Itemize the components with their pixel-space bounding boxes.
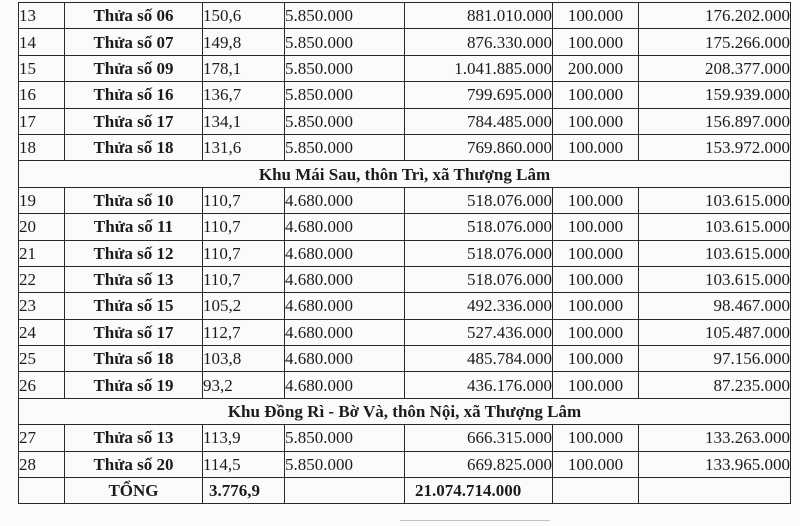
plot-area: 93,2 [203,372,285,398]
plot-area: 110,7 [203,214,285,240]
plot-area: 178,1 [203,55,285,81]
section-header-mai-sau [19,161,791,187]
plot-area: 110,7 [203,240,285,266]
deposit-amount: 98.467.000 [639,293,791,319]
plot-name: Thửa số 18 [65,134,203,160]
row-number: 28 [19,451,65,477]
plot-area: 131,6 [203,134,285,160]
unit-price: 4.680.000 [285,319,405,345]
application-fee: 100.000 [553,240,639,266]
plot-name: Thửa số 11 [65,214,203,240]
table-row [19,55,791,81]
deposit-amount: 156.897.000 [639,108,791,134]
table-row [19,82,791,108]
section-header-dong-ri [19,398,791,424]
section-title: Khu Mái Sau, thôn Trì, xã Thượng Lâm [19,161,791,187]
unit-price: 5.850.000 [285,134,405,160]
table-row [19,425,791,451]
plot-area: 110,7 [203,266,285,292]
unit-price: 5.850.000 [285,425,405,451]
plot-name: Thửa số 19 [65,372,203,398]
row-number: 26 [19,372,65,398]
starting-total: 518.076.000 [405,266,553,292]
deposit-amount: 159.939.000 [639,82,791,108]
table-row [19,3,791,29]
table-row [19,214,791,240]
plot-name: Thửa số 18 [65,346,203,372]
plot-name: Thửa số 09 [65,55,203,81]
plot-area: 136,7 [203,82,285,108]
application-fee: 100.000 [553,187,639,213]
row-number: 27 [19,425,65,451]
starting-total: 769.860.000 [405,134,553,160]
unit-price: 4.680.000 [285,266,405,292]
table-row [19,372,791,398]
plot-name: Thửa số 16 [65,82,203,108]
section-title: Khu Đồng Rì - Bờ Và, thôn Nội, xã Thượng Lâm [19,398,791,424]
row-number: 22 [19,266,65,292]
deposit-amount: 103.615.000 [639,187,791,213]
table-group-c [19,425,791,478]
application-fee: 100.000 [553,82,639,108]
plot-name: Thửa số 17 [65,319,203,345]
starting-total: 666.315.000 [405,425,553,451]
starting-total: 527.436.000 [405,319,553,345]
deposit-amount: 103.615.000 [639,214,791,240]
plot-area: 112,7 [203,319,285,345]
application-fee: 100.000 [553,372,639,398]
plot-area: 114,5 [203,451,285,477]
row-number: 16 [19,82,65,108]
unit-price: 5.850.000 [285,451,405,477]
plot-name: Thửa số 06 [65,3,203,29]
unit-price: 5.850.000 [285,82,405,108]
plot-name: Thửa số 17 [65,108,203,134]
plot-area: 134,1 [203,108,285,134]
signature-line-fragment [400,520,550,522]
unit-price: 4.680.000 [285,240,405,266]
row-number: 23 [19,293,65,319]
application-fee: 100.000 [553,451,639,477]
plot-name: Thửa số 15 [65,293,203,319]
starting-total: 1.041.885.000 [405,55,553,81]
deposit-amount: 103.615.000 [639,266,791,292]
starting-total: 492.336.000 [405,293,553,319]
starting-total: 881.010.000 [405,3,553,29]
table-row [19,240,791,266]
table-row [19,266,791,292]
table-row [19,187,791,213]
unit-price: 5.850.000 [285,55,405,81]
table-row [19,293,791,319]
application-fee: 100.000 [553,346,639,372]
unit-price: 4.680.000 [285,214,405,240]
table-row [19,29,791,55]
deposit-amount: 97.156.000 [639,346,791,372]
plot-name: Thửa số 07 [65,29,203,55]
application-fee: 100.000 [553,214,639,240]
application-fee: 100.000 [553,319,639,345]
plot-name: Thửa số 12 [65,240,203,266]
row-number: 21 [19,240,65,266]
summary-block [19,478,791,504]
summary-row [19,478,791,504]
deposit-amount: 87.235.000 [639,372,791,398]
deposit-amount: 133.263.000 [639,425,791,451]
row-number: 14 [19,29,65,55]
plot-name: Thửa số 13 [65,425,203,451]
starting-total: 518.076.000 [405,214,553,240]
row-number: 24 [19,319,65,345]
application-fee: 100.000 [553,134,639,160]
application-fee: 100.000 [553,425,639,451]
unit-price: 4.680.000 [285,293,405,319]
deposit-amount: 105.487.000 [639,319,791,345]
row-number: 19 [19,187,65,213]
summary-guarantee-cell [639,478,791,504]
plot-area: 113,9 [203,425,285,451]
unit-price: 5.850.000 [285,3,405,29]
unit-price: 5.850.000 [285,29,405,55]
plot-name: Thửa số 20 [65,451,203,477]
summary-price-cell [285,478,405,504]
table-group-a [19,3,791,161]
starting-total: 518.076.000 [405,187,553,213]
starting-total: 518.076.000 [405,240,553,266]
plot-area: 150,6 [203,3,285,29]
starting-total: 799.695.000 [405,82,553,108]
starting-total: 485.784.000 [405,346,553,372]
unit-price: 5.850.000 [285,108,405,134]
summary-total: 21.074.714.000 [405,478,553,504]
plot-name: Thửa số 13 [65,266,203,292]
plot-area: 105,2 [203,293,285,319]
unit-price: 4.680.000 [285,187,405,213]
row-number: 20 [19,214,65,240]
application-fee: 200.000 [553,55,639,81]
summary-stt-cell [19,478,65,504]
deposit-amount: 175.266.000 [639,29,791,55]
deposit-amount: 176.202.000 [639,3,791,29]
summary-deposit-cell [553,478,639,504]
table-row [19,134,791,160]
unit-price: 4.680.000 [285,372,405,398]
deposit-amount: 153.972.000 [639,134,791,160]
table-row [19,451,791,477]
deposit-amount: 208.377.000 [639,55,791,81]
application-fee: 100.000 [553,29,639,55]
land-plot-auction-table [18,2,791,504]
row-number: 25 [19,346,65,372]
deposit-amount: 103.615.000 [639,240,791,266]
table-row [19,346,791,372]
application-fee: 100.000 [553,293,639,319]
table-group-b [19,187,791,398]
starting-total: 784.485.000 [405,108,553,134]
summary-area: 3.776,9 [203,478,285,504]
summary-label: TỔNG [65,478,203,504]
deposit-amount: 133.965.000 [639,451,791,477]
table-row [19,319,791,345]
unit-price: 4.680.000 [285,346,405,372]
row-number: 18 [19,134,65,160]
table-row [19,108,791,134]
row-number: 13 [19,3,65,29]
application-fee: 100.000 [553,3,639,29]
application-fee: 100.000 [553,266,639,292]
plot-name: Thửa số 10 [65,187,203,213]
starting-total: 876.330.000 [405,29,553,55]
application-fee: 100.000 [553,108,639,134]
plot-area: 110,7 [203,187,285,213]
plot-area: 103,8 [203,346,285,372]
starting-total: 436.176.000 [405,372,553,398]
row-number: 15 [19,55,65,81]
starting-total: 669.825.000 [405,451,553,477]
row-number: 17 [19,108,65,134]
plot-area: 149,8 [203,29,285,55]
